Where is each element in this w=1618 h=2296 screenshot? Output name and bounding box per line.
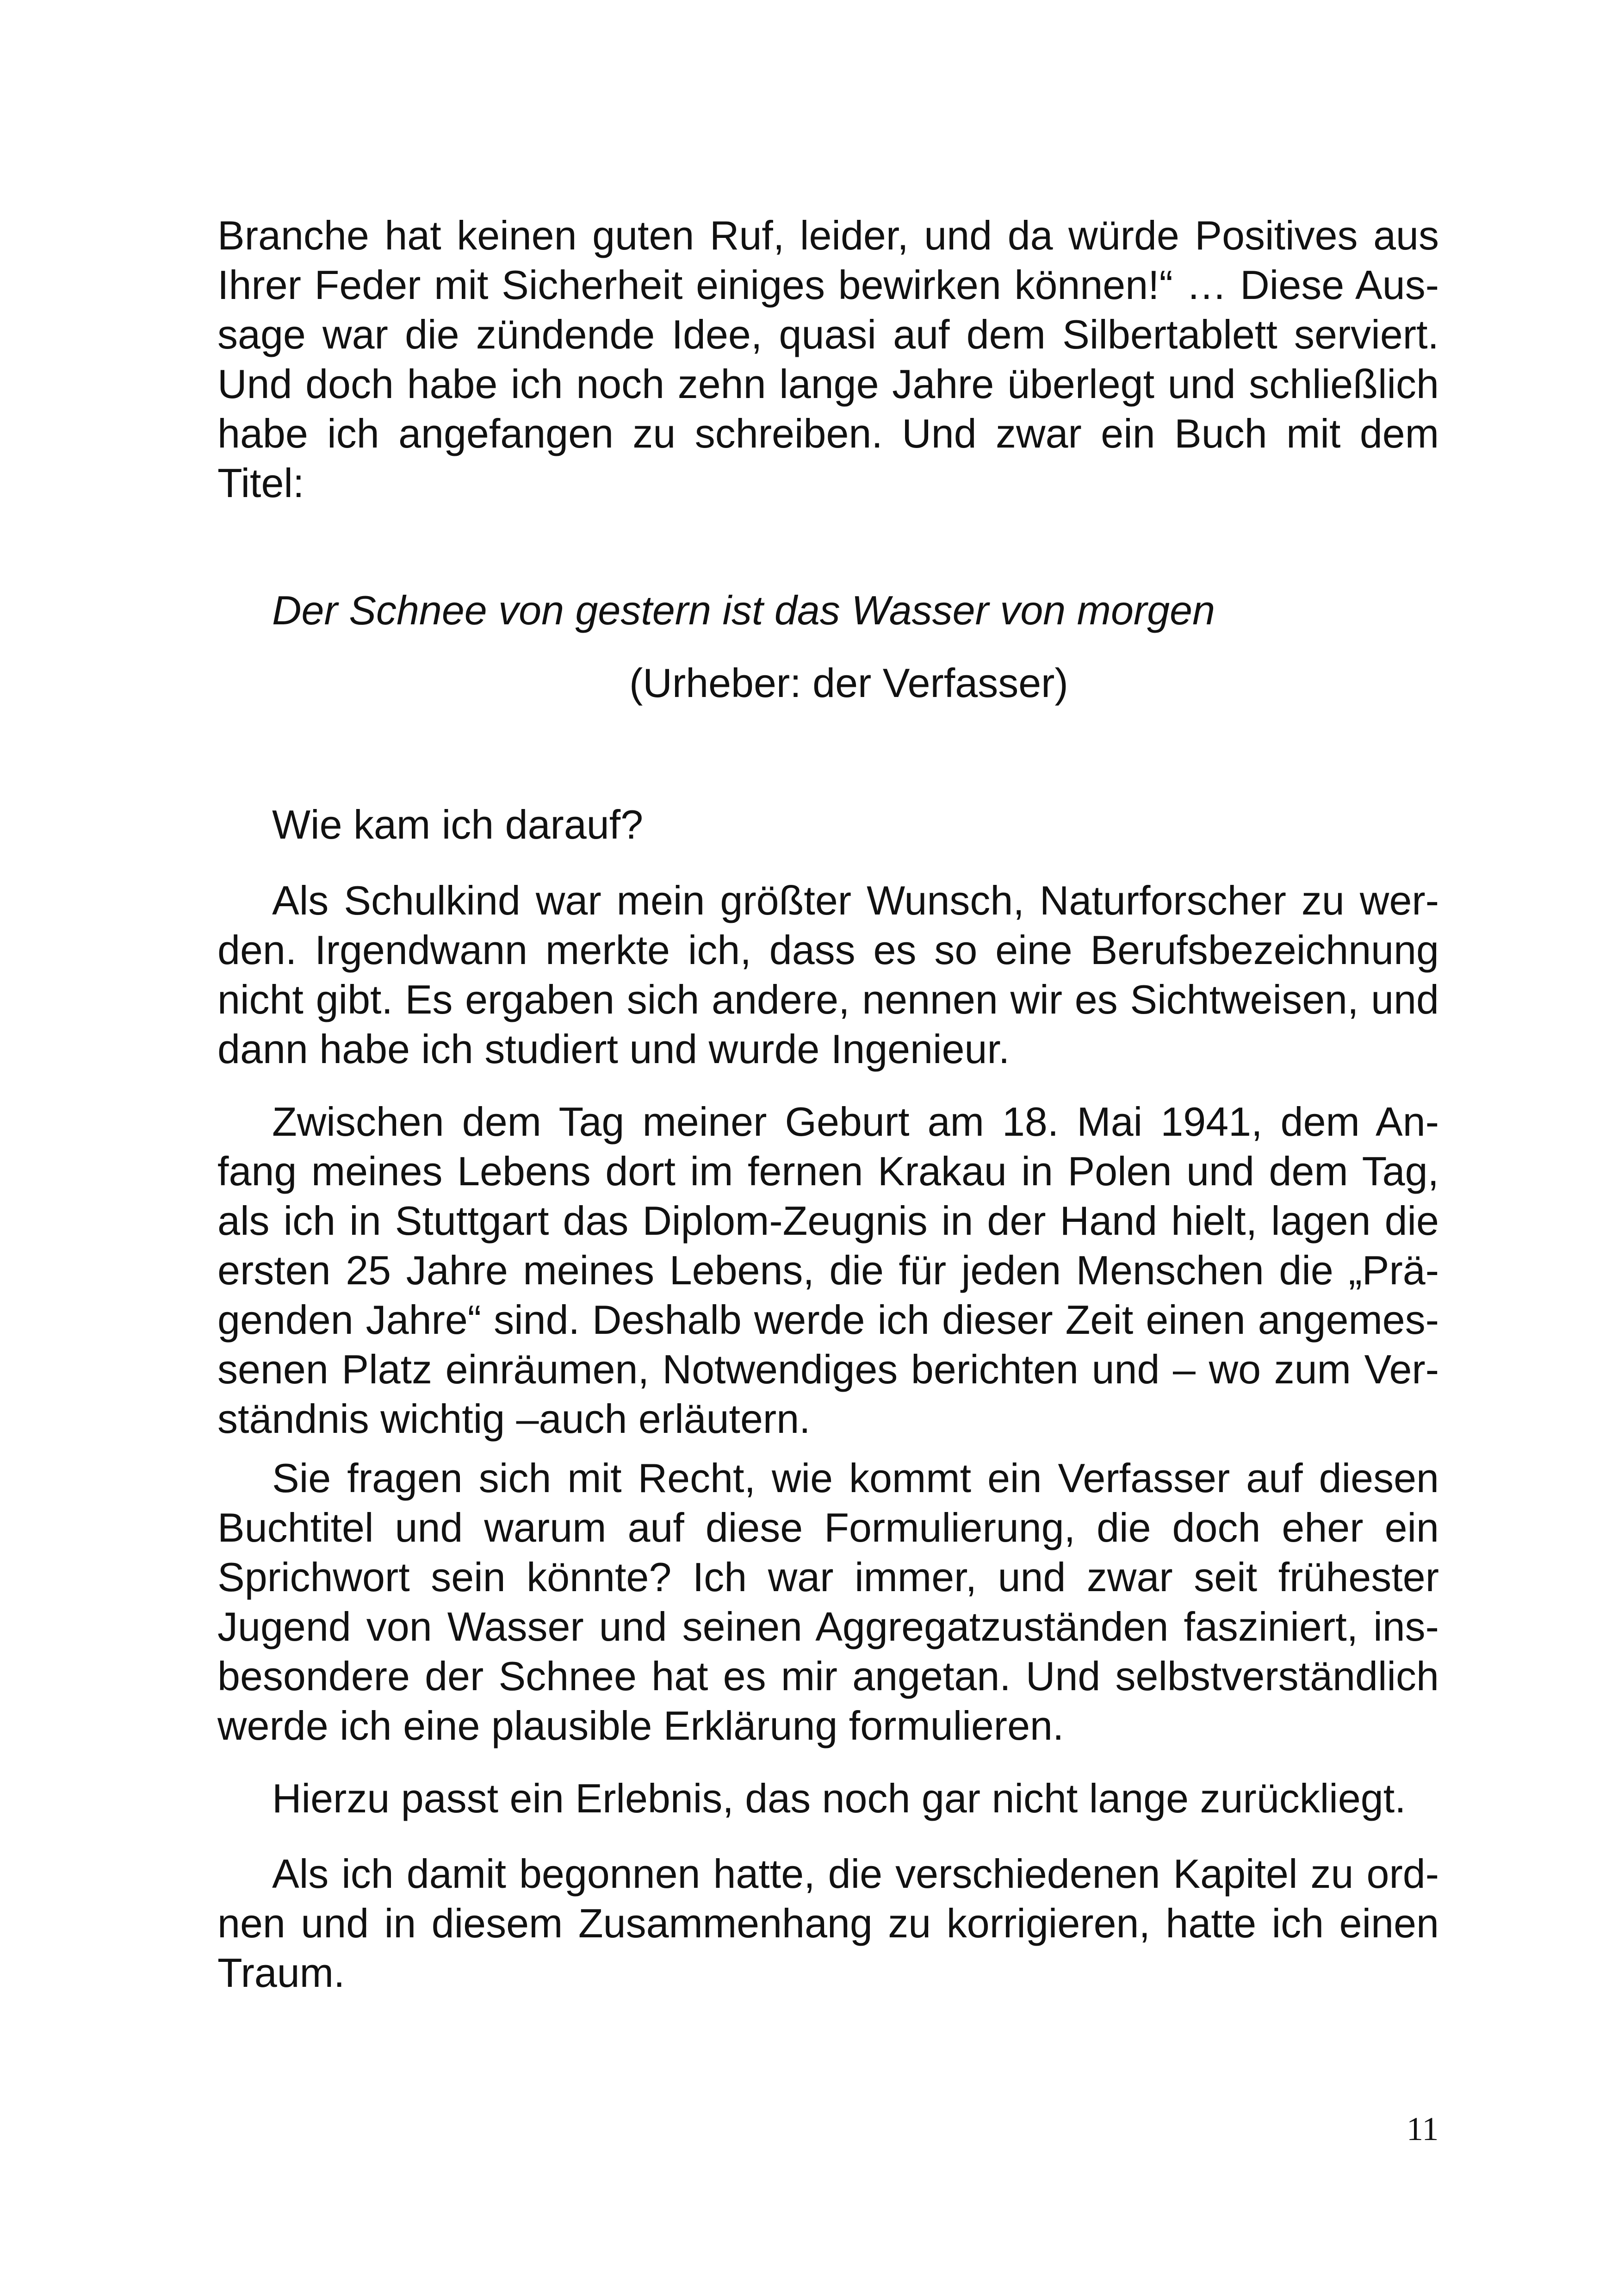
paragraph-6 [217,1849,1439,1997]
paragraph-3-line: genden Jahre“ sind. Deshalb werde ich dieser Zeit einen angemes- [217,1297,1439,1343]
paragraph-3-line: als ich in Stuttgart das Diplom-Zeugnis in der Hand hielt, lagen die [217,1198,1439,1244]
paragraph-2-line: nicht gibt. Es ergaben sich andere, nennen wir es Sichtweisen, und [217,977,1439,1022]
paragraph-6-line: nen und in diesem Zusammenhang zu korrigieren, hatte ich einen [217,1900,1439,1946]
paragraph-4 [217,1453,1439,1750]
paragraph-3-line: fang meines Lebens dort im fernen Krakau in Polen und dem Tag, [217,1148,1439,1194]
paragraph-2 [217,876,1439,1074]
paragraph-1-line: Branche hat keinen guten Ruf, leider, und da würde Positives aus [217,212,1439,258]
paragraph-1 [217,211,1439,508]
question-line: Wie kam ich darauf? [272,802,644,847]
paragraph-1-line: habe ich angefangen zu schreiben. Und zwar ein Buch mit dem [217,411,1439,456]
paragraph-3-line: senen Platz einräumen, Notwendiges berichten und – wo zum Ver- [217,1346,1439,1392]
paragraph-6-line: Traum. [217,1950,345,1996]
paragraph-3 [217,1097,1439,1444]
paragraph-2-line: den. Irgendwann merkte ich, dass es so eine Berufsbezeichnung [217,927,1439,973]
paragraph-1-line: Titel: [217,460,304,506]
book-title-quote: Der Schnee von gestern ist das Wasser von morgen [272,587,1215,633]
paragraph-4-line: Sie fragen sich mit Recht, wie kommt ein Verfasser auf diesen [272,1455,1439,1501]
paragraph-3-line: ersten 25 Jahre meines Lebens, die für jeden Menschen die „Prä- [217,1247,1439,1293]
paragraph-4-line: Sprichwort sein könnte? Ich war immer, und zwar seit frühester [217,1554,1439,1600]
paragraph-4-line: besondere der Schnee hat es mir angetan. Und selbstverständlich [217,1653,1439,1699]
paragraph-1-line: Ihrer Feder mit Sicherheit einiges bewirken können!“ … Diese Aus- [217,262,1439,308]
paragraph-1-line: Und doch habe ich noch zehn lange Jahre überlegt und schließlich [217,361,1439,407]
paragraph-1-line: sage war die zündende Idee, quasi auf dem Silbertablett serviert. [217,311,1439,357]
paragraph-4-line: Jugend von Wasser und seinen Aggregatzuständen fasziniert, ins- [217,1604,1439,1649]
paragraph-4-line: werde ich eine plausible Erklärung formulieren. [217,1703,1064,1748]
paragraph-3-line: ständnis wichtig –auch erläutern. [217,1396,811,1442]
paragraph-5: Hierzu passt ein Erlebnis, das noch gar nicht lange zurückliegt. [272,1775,1406,1821]
paragraph-6-line: Als ich damit begonnen hatte, die verschiedenen Kapitel zu ord- [272,1851,1439,1897]
paragraph-2-line: dann habe ich studiert und wurde Ingenieur. [217,1026,1010,1072]
paragraph-2-line: Als Schulkind war mein größter Wunsch, Naturforscher zu wer- [272,877,1439,923]
paragraph-3-line: Zwischen dem Tag meiner Geburt am 18. Mai 1941, dem An- [272,1099,1439,1145]
quote-attribution: (Urheber: der Verfasser) [629,660,1068,706]
paragraph-4-line: Buchtitel und warum auf diese Formulierung, die doch eher ein [217,1505,1439,1550]
page-number: 11 [1407,2110,1439,2147]
